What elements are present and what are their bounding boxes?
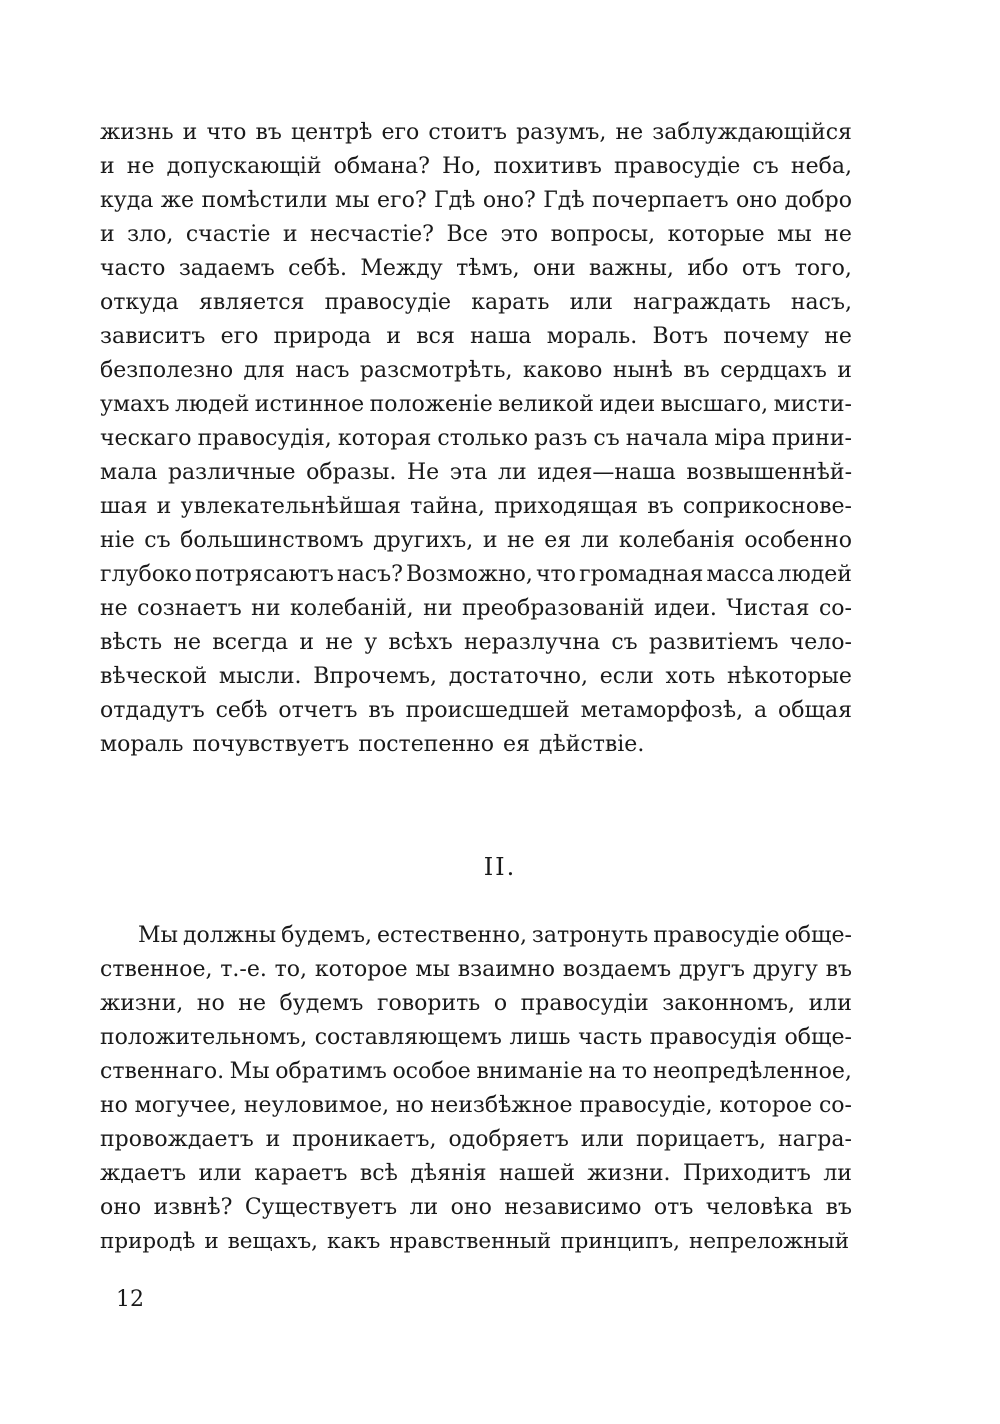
- text-line: мала различные образы. Не эта ли идея—наша возвышеннѣй-: [100, 460, 852, 485]
- text-line: откуда является правосудіе карать или награждать насъ,: [100, 290, 852, 315]
- text-line: глубоко потрясаютъ насъ? Возможно, что громадная масса людей: [100, 562, 852, 587]
- text-line: и не допускающій обмана? Но, похитивъ правосудіе съ неба,: [100, 154, 852, 179]
- text-line: положительномъ, составляющемъ лишь часть правосудія обще-: [100, 1025, 852, 1050]
- section-heading: II.: [483, 853, 517, 881]
- text-line: зависитъ его природа и вся наша мораль. Вотъ почему не: [100, 324, 852, 349]
- text-line: Мы должны будемъ, естественно, затронуть правосудіе обще-: [138, 923, 852, 948]
- text-line: часто задаемъ себѣ. Между тѣмъ, они важны, ибо отъ того,: [100, 256, 852, 281]
- text-line: оно извнѣ? Существуетъ ли оно независимо отъ человѣка въ: [100, 1195, 852, 1220]
- text-line: отдадутъ себѣ отчетъ въ происшедшей метаморфозѣ, а общая: [100, 698, 852, 723]
- text-line: ственнаго. Мы обратимъ особое вниманіе на то неопредѣленное,: [100, 1059, 852, 1084]
- text-line: и зло, счастіе и несчастіе? Все это вопросы, которые мы не: [100, 222, 852, 247]
- text-line: но могучее, неуловимое, но неизбѣжное правосудіе, которое со-: [100, 1093, 852, 1118]
- paragraph-2: [100, 919, 852, 1259]
- text-line: вѣческой мысли. Впрочемъ, достаточно, если хоть нѣкоторые: [100, 664, 852, 689]
- text-line: жизни, но не будемъ говорить о правосудіи законномъ, или: [100, 991, 852, 1016]
- text-line: мораль почувствуетъ постепенно ея дѣйствіе.: [100, 732, 645, 757]
- text-line: ческаго правосудія, которая столько разъ съ начала міра прини-: [100, 426, 852, 451]
- text-line: ніе съ большинствомъ другихъ, и не ея ли колебанія особенно: [100, 528, 852, 553]
- text-line: вѣсть не всегда и не у всѣхъ неразлучна съ развитіемъ чело-: [100, 630, 852, 655]
- paragraph-1: [100, 116, 852, 762]
- text-line: умахъ людей истинное положеніе великой идеи высшаго, мисти-: [100, 392, 852, 417]
- text-line: шая и увлекательнѣйшая тайна, приходящая въ соприкоснове-: [100, 494, 852, 519]
- text-line: природѣ и вещахъ, какъ нравственный принципъ, непреложный: [100, 1229, 850, 1254]
- text-line: куда же помѣстили мы его? Гдѣ оно? Гдѣ почерпаетъ оно добро: [100, 188, 852, 213]
- text-line: провождаетъ и проникаетъ, одобряетъ или порицаетъ, награ-: [100, 1127, 852, 1152]
- text-line: ждаетъ или караетъ всѣ дѣянія нашей жизни. Приходитъ ли: [100, 1161, 852, 1186]
- page-number: 12: [116, 1287, 144, 1312]
- text-line: ственное, т.-е. то, которое мы взаимно воздаемъ другъ другу въ: [100, 957, 852, 982]
- text-line: безполезно для насъ разсмотрѣть, каково нынѣ въ сердцахъ и: [100, 358, 852, 383]
- text-line: жизнь и что въ центрѣ его стоитъ разумъ, не заблуждающійся: [100, 120, 852, 145]
- text-line: не сознаетъ ни колебаній, ни преобразованій идеи. Чистая со-: [100, 596, 852, 621]
